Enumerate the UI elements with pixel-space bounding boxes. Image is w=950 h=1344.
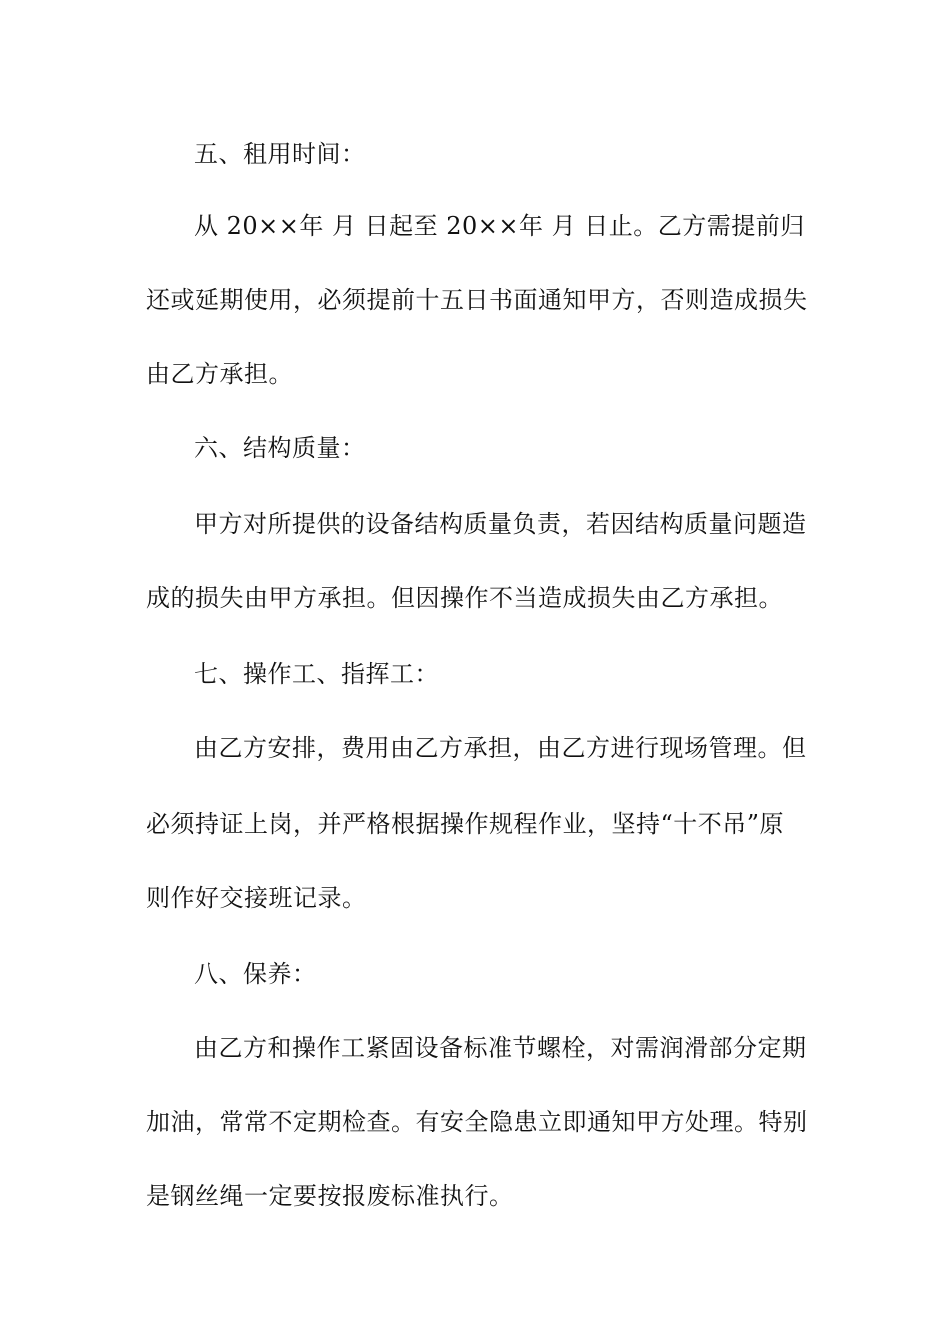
section-heading-7: 七、操作工、指挥工：	[194, 660, 439, 688]
paragraph-line: 甲方对所提供的设备结构质量负责，若因结构质量问题造	[194, 510, 807, 538]
paragraph-line: 还或延期使用，必须提前十五日书面通知甲方，否则造成损失	[146, 286, 808, 314]
paragraph-line: 从 20××年 月 日起至 20××年 月 日止。乙方需提前归	[194, 212, 805, 240]
section-heading-6: 六、结构质量：	[194, 434, 366, 462]
paragraph-line: 必须持证上岗，并严格根据操作规程作业，坚持“十不吊”原	[146, 810, 785, 838]
section-heading-5: 五、租用时间：	[194, 140, 366, 168]
paragraph-line: 由乙方和操作工紧固设备标准节螺栓，对需润滑部分定期	[194, 1034, 807, 1062]
paragraph-line: 由乙方承担。	[146, 360, 293, 388]
paragraph-line: 加油，常常不定期检查。有安全隐患立即通知甲方处理。特别	[146, 1108, 808, 1136]
paragraph-line: 是钢丝绳一定要按报废标准执行。	[146, 1182, 514, 1210]
paragraph-line: 则作好交接班记录。	[146, 884, 367, 912]
section-heading-8: 八、保养：	[194, 960, 317, 988]
paragraph-line: 由乙方安排，费用由乙方承担，由乙方进行现场管理。但	[194, 734, 807, 762]
paragraph-line: 成的损失由甲方承担。但因操作不当造成损失由乙方承担。	[146, 584, 783, 612]
